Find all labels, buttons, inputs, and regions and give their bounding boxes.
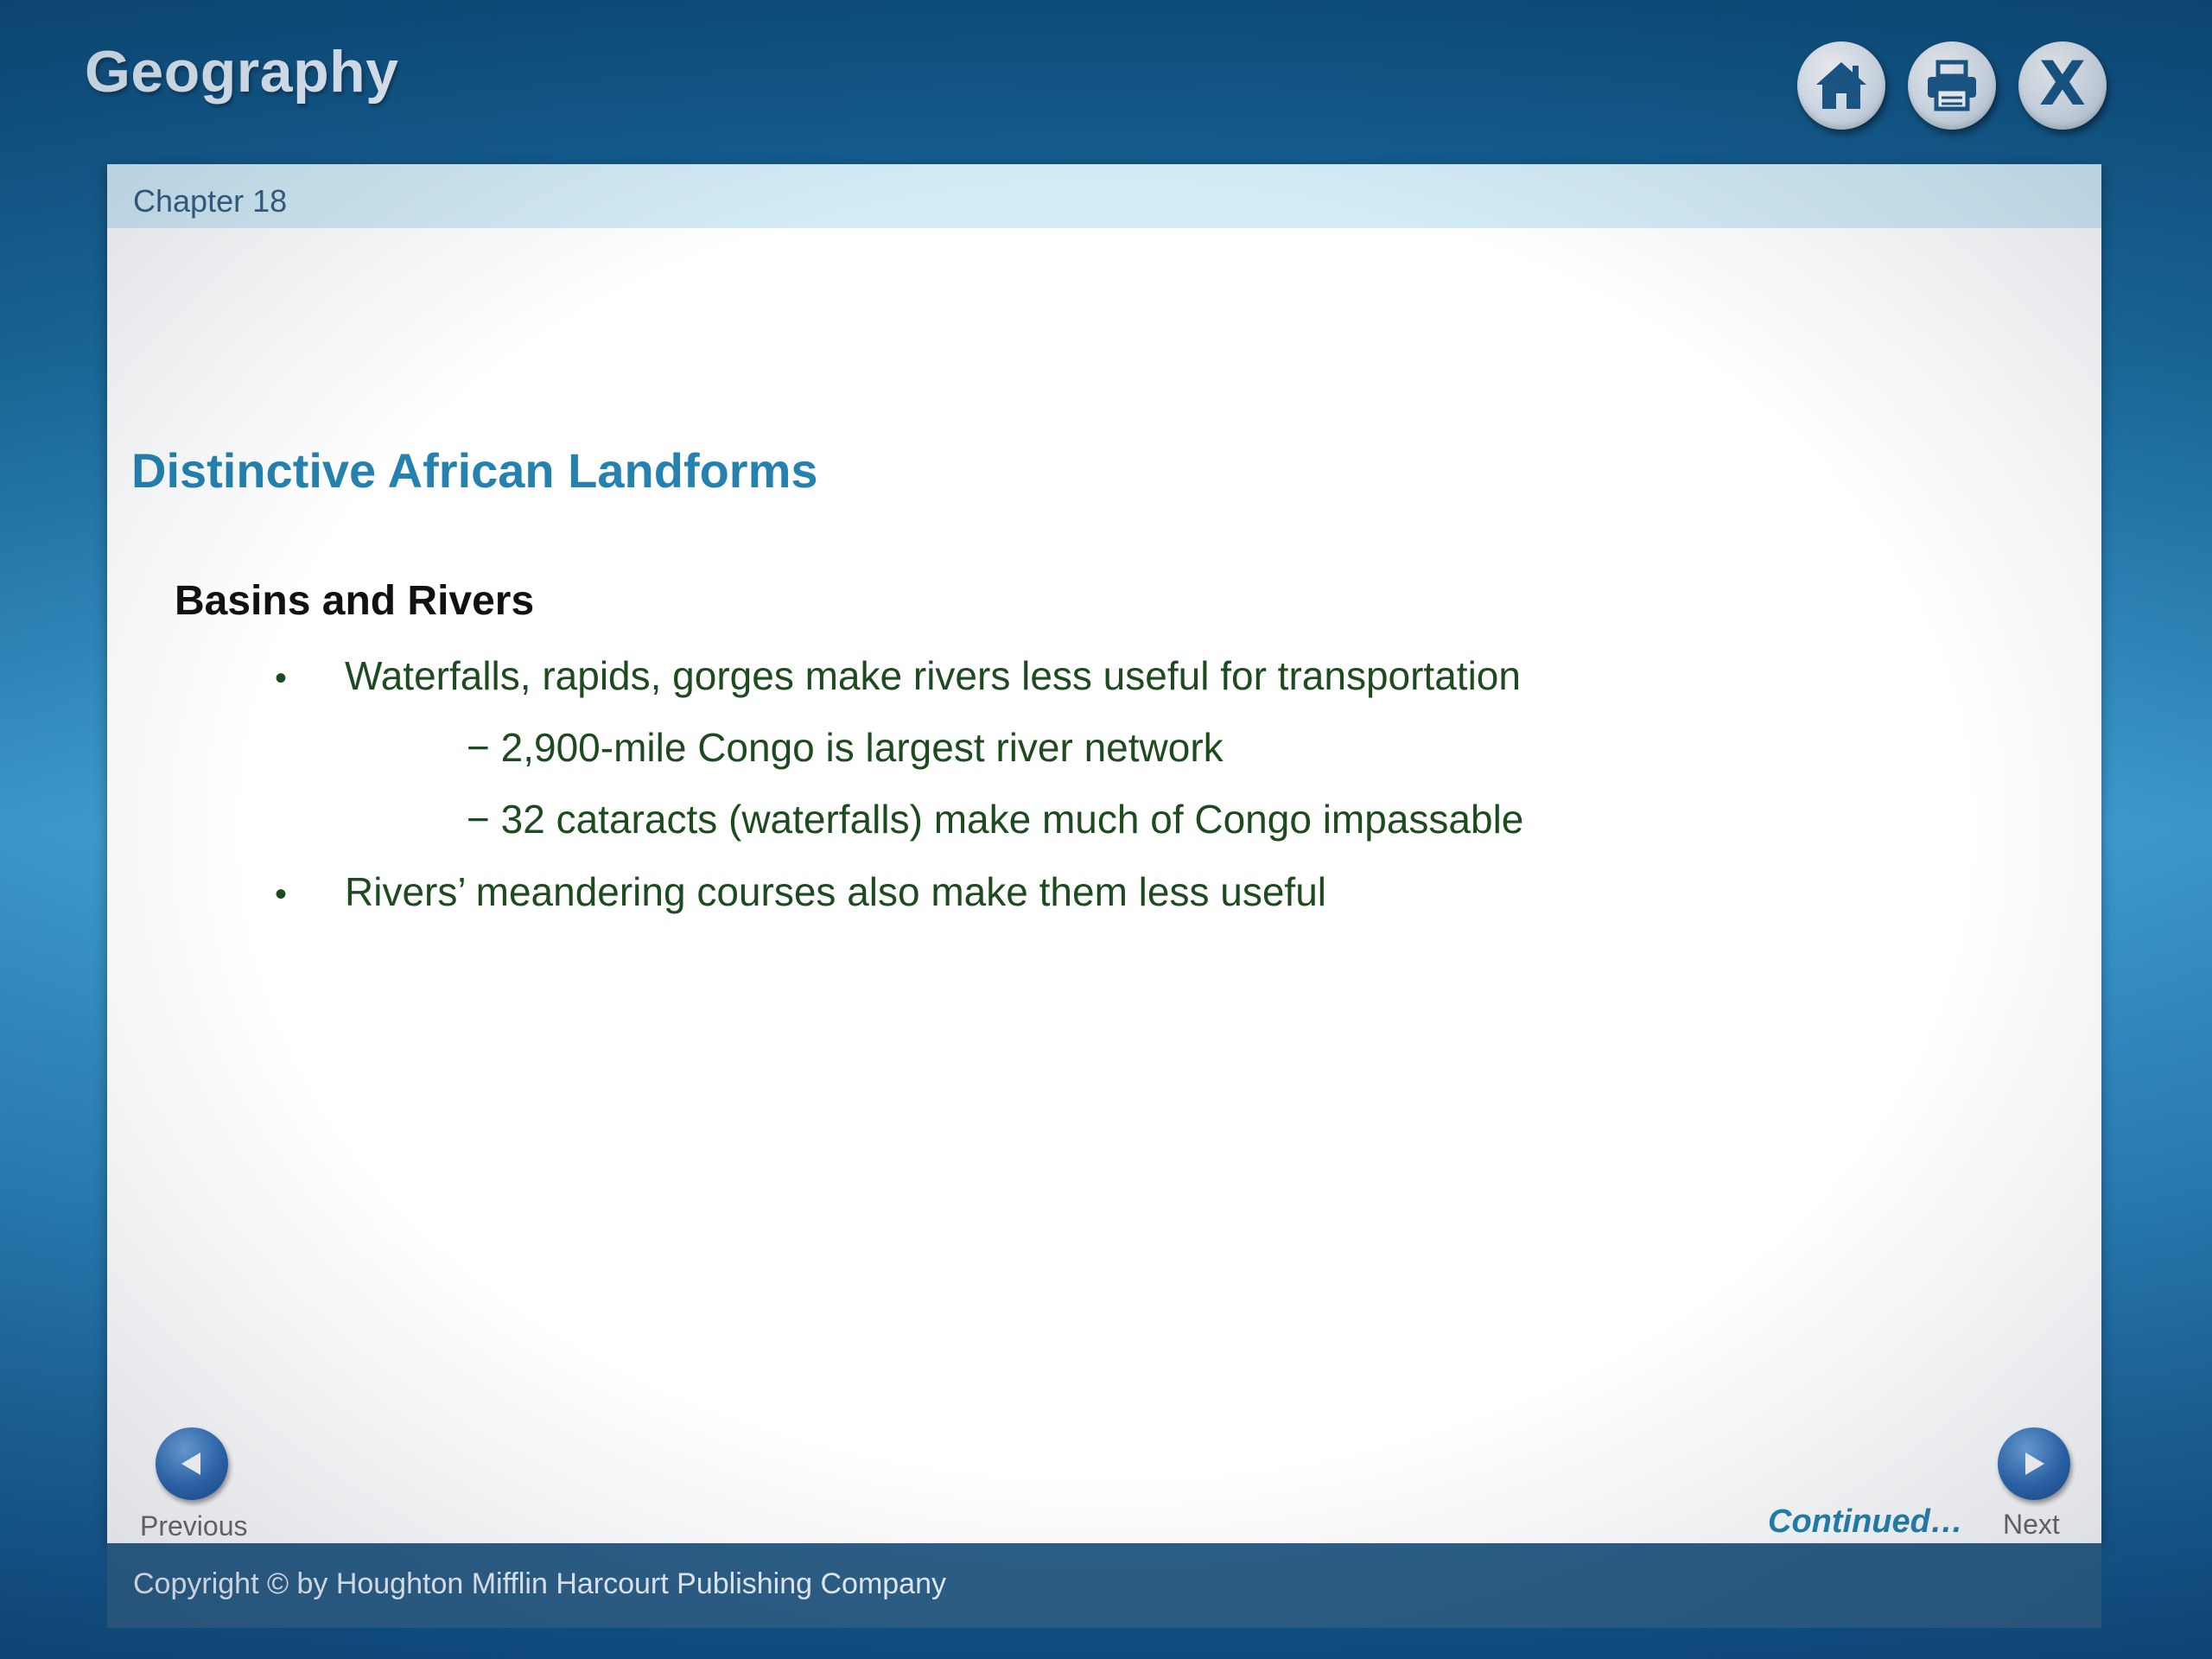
copyright-text: Copyright © by Houghton Mifflin Harcourt Publishing Company (133, 1567, 946, 1600)
chapter-label: Chapter 18 (133, 183, 288, 219)
footer-bar (107, 1543, 2101, 1628)
home-button[interactable] (1797, 41, 1885, 130)
bullet-item: Rivers’ meandering courses also make them less useful (345, 869, 1327, 914)
close-button[interactable] (2018, 41, 2107, 130)
previous-button[interactable] (156, 1427, 228, 1500)
printer-icon (1925, 60, 1979, 111)
sub-bullet-item: − 2,900-mile Congo is largest river network (467, 725, 1224, 770)
sub-bullet-item: − 32 cataracts (waterfalls) make much of Congo impassable (467, 797, 1524, 842)
bullet-marker: • (275, 659, 288, 697)
triangle-left-icon (177, 1449, 207, 1478)
print-button[interactable] (1908, 41, 1996, 130)
triangle-right-icon (2019, 1449, 2049, 1478)
bullet-marker: • (275, 875, 288, 913)
bullet-item: Waterfalls, rapids, gorges make rivers less useful for transportation (345, 653, 1521, 698)
app-title: Geography (85, 39, 399, 105)
slide-panel (107, 164, 2101, 1543)
slide-heading: Distinctive African Landforms (131, 443, 818, 498)
chapter-bar (107, 164, 2101, 228)
slide-subheading: Basins and Rivers (175, 578, 535, 624)
toolbar (1797, 41, 2107, 130)
home-icon (1815, 60, 1868, 111)
continued-label: Continued… (1768, 1503, 1963, 1540)
previous-label[interactable]: Previous (140, 1510, 248, 1541)
next-button[interactable] (1998, 1427, 2070, 1500)
close-icon: X (2039, 48, 2086, 119)
next-label[interactable]: Next (2003, 1509, 2060, 1540)
